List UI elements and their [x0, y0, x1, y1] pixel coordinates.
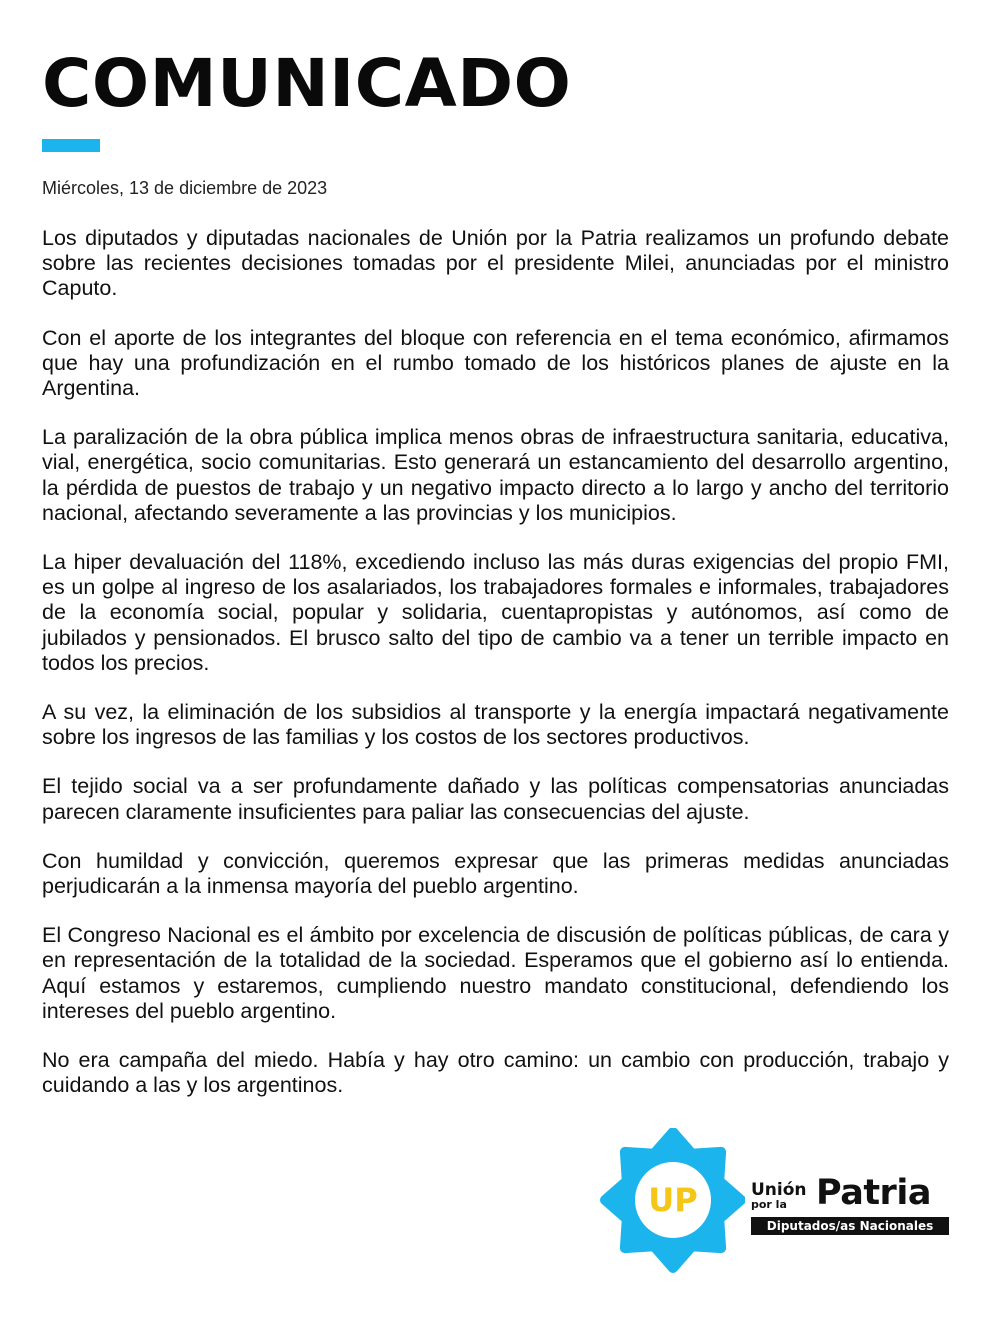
paragraph: No era campaña del miedo. Había y hay otro camino: un cambio con producción, trabajo y cuidando a las y los argentinos.	[42, 1048, 949, 1098]
sun-star-icon	[600, 1128, 745, 1273]
paragraph: El tejido social va a ser profundamente dañado y las políticas compensatorias anunciadas parecen claramente insuficientes para paliar las consecuencias del ajuste.	[42, 774, 949, 824]
paragraph: Con humildad y convicción, queremos expresar que las primeras medidas anunciadas perjudicarán a la inmensa mayoría del pueblo argentino.	[42, 848, 949, 899]
paragraph: Con el aporte de los integrantes del bloque con referencia en el tema económico, afirmamos que hay una profundización en el rumbo tomado de los históricos planes de ajuste en la Argentina.	[42, 325, 949, 401]
logo-subtitle: Diputados/as Nacionales	[751, 1217, 949, 1235]
emblem-text: UP	[648, 1181, 698, 1219]
paragraph: La hiper devaluación del 118%, excediendo incluso las más duras exigencias del propio FMI, es un golpe al ingreso de los asalariados, los trabajadores formales e informales, trabajadores de la economía social, popular y solidaria, cuentapropistas y autónomos, así como de jubilados y pensionados. El brusco salto del tipo de cambio va a tener un terrible impacto en todos los precios.	[42, 550, 949, 675]
document-date: Miércoles, 13 de diciembre de 2023	[42, 178, 328, 198]
logo-patria-text: Patria	[816, 1173, 931, 1213]
paragraph: El Congreso Nacional es el ámbito por excelencia de discusión de políticas públicas, de cara y en representación de la totalidad de la sociedad. Esperamos que el gobierno así lo entienda. Aquí estamos y estaremos, cumpliendo nuestro mandato constitucional, defendiendo los intereses del pueblo argentino.	[42, 923, 949, 1023]
logo-por-la-text: por la	[751, 1198, 787, 1211]
paragraph: A su vez, la eliminación de los subsidios al transporte y la energía impactará negativamente sobre los ingresos de las familias y los costos de los sectores productivos.	[42, 700, 949, 750]
paragraph: Los diputados y diputadas nacionales de Unión por la Patria realizamos un profundo debate sobre las recientes decisiones tomadas por el presidente Milei, anunciadas por el ministro Caputo.	[42, 226, 949, 301]
paragraph: La paralización de la obra pública implica menos obras de infraestructura sanitaria, educativa, vial, energética, socio comunitarias. Esto generará un estancamiento del desarrollo argentino, la pérdida de puestos de trabajo y un negativo impacto directo a lo largo y ancho del territorio nacional, afectando severamente a las provincias y los municipios.	[42, 425, 949, 525]
document-body	[42, 226, 949, 1122]
union-por-la-patria-logo	[600, 1128, 960, 1273]
page-title: COMUNICADO	[42, 45, 572, 122]
logo-union-text: Unión	[751, 1180, 807, 1200]
accent-bar	[42, 139, 100, 152]
